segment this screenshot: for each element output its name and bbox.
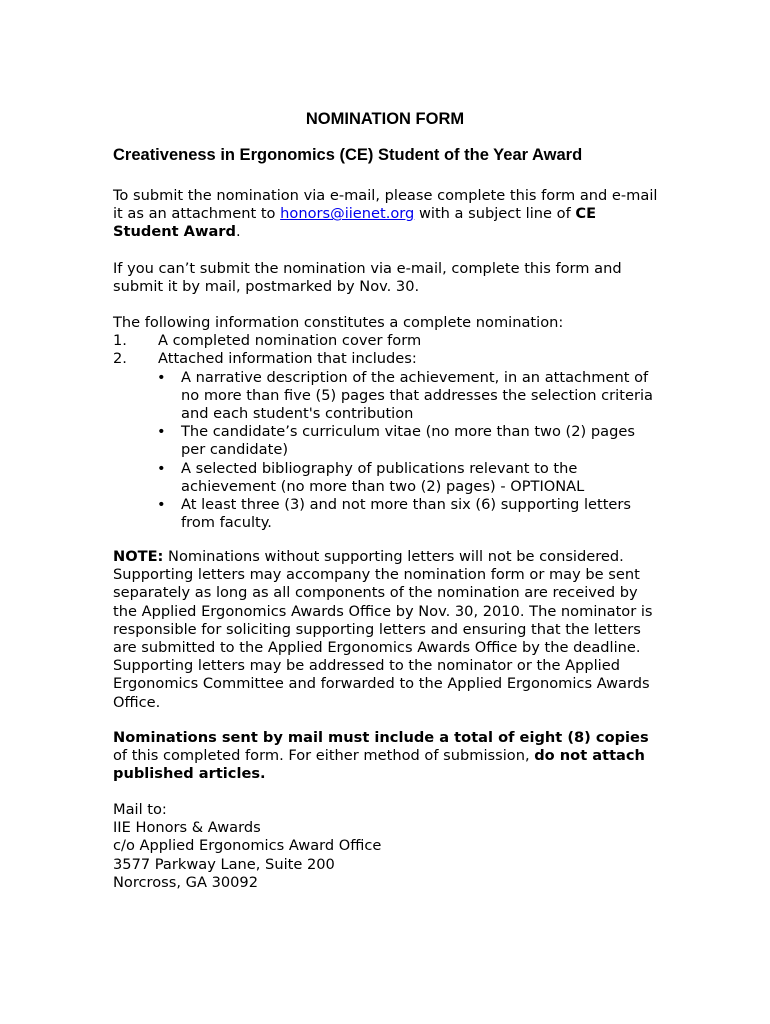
list-item: [113, 423, 658, 459]
address-line: Norcross, GA 30092: [113, 873, 258, 891]
list-item: [113, 496, 658, 532]
item-text: A completed nomination cover form: [158, 332, 422, 350]
email-link[interactable]: honors@iienet.org: [280, 205, 415, 223]
mailing-address: [113, 801, 658, 892]
list-item-text: A narrative description of the achievement, in an attachment of no more than five (5) pages that addresses the selection criteria and each student's contribution: [181, 368, 653, 423]
form-title: NOMINATION FORM: [305, 110, 465, 128]
note-label: NOTE:: [113, 548, 164, 565]
nomination-requirements: [113, 314, 658, 532]
bullet-icon: •: [157, 496, 166, 514]
numbered-item: [113, 350, 658, 368]
item-number: 1.: [113, 332, 127, 350]
address-label: Mail to:: [113, 801, 167, 818]
award-title: Creativeness in Ergonomics (CE) Student of the Year Award: [113, 146, 583, 164]
address-line: 3577 Parkway Lane, Suite 200: [113, 855, 335, 873]
address-line: c/o Applied Ergonomics Award Office: [113, 837, 382, 855]
list-item-text: At least three (3) and not more than six (6) supporting letters from faculty.: [181, 496, 632, 532]
no-articles-warning: do not attach published articles.: [113, 747, 645, 783]
numbered-item: [113, 332, 658, 350]
email-text-middle: with a subject line of: [414, 205, 576, 223]
item-text: Attached information that includes:: [158, 350, 417, 368]
list-item-text: The candidate’s curriculum vitae (no more than two (2) pages per candidate): [181, 423, 635, 459]
email-text-before: To submit the nomination via e-mail, please complete this form and e-mail it as an attachment to: [113, 187, 658, 223]
email-instructions: [113, 187, 658, 242]
copies-paragraph: [113, 729, 658, 784]
attachment-list: [113, 369, 658, 533]
list-item: [113, 460, 658, 496]
mail-instructions: If you can’t submit the nomination via e-mail, complete this form and submit it by mail, postmarked by Nov. 30.: [113, 260, 622, 296]
copies-requirement: Nominations sent by mail must include a total of eight (8) copies: [113, 729, 649, 746]
note-text: Nominations without supporting letters will not be considered. Supporting letters may accompany the nomination form or may be sent separately as long as all components of the nomination are received by the Applied Ergonomics Awards Office by Nov. 30, 2010. The nominator is responsible for soliciting supporting letters and ensuring that the letters are submitted to the Applied Ergonomics Awards Office by the deadline. Supporting letters may be addressed to the nominator or the Applied Ergonomics Committee and forwarded to the Applied Ergonomics Awards Office.: [113, 548, 653, 711]
email-subject-line: CE Student Award: [113, 205, 597, 241]
list-item: [113, 369, 658, 424]
email-text-after: .: [235, 223, 241, 241]
list-item-text: A selected bibliography of publications relevant to the achievement (no more than two (2) pages) - OPTIONAL: [181, 459, 585, 495]
item-number: 2.: [113, 350, 127, 368]
bullet-icon: •: [157, 423, 166, 441]
bullet-icon: •: [157, 459, 166, 477]
address-line: IIE Honors & Awards: [113, 819, 261, 837]
bullet-icon: •: [157, 368, 166, 386]
note-paragraph: [113, 548, 658, 712]
requirements-intro: The following information constitutes a complete nomination:: [113, 314, 564, 331]
copies-text: of this completed form. For either method of submission,: [113, 747, 535, 765]
